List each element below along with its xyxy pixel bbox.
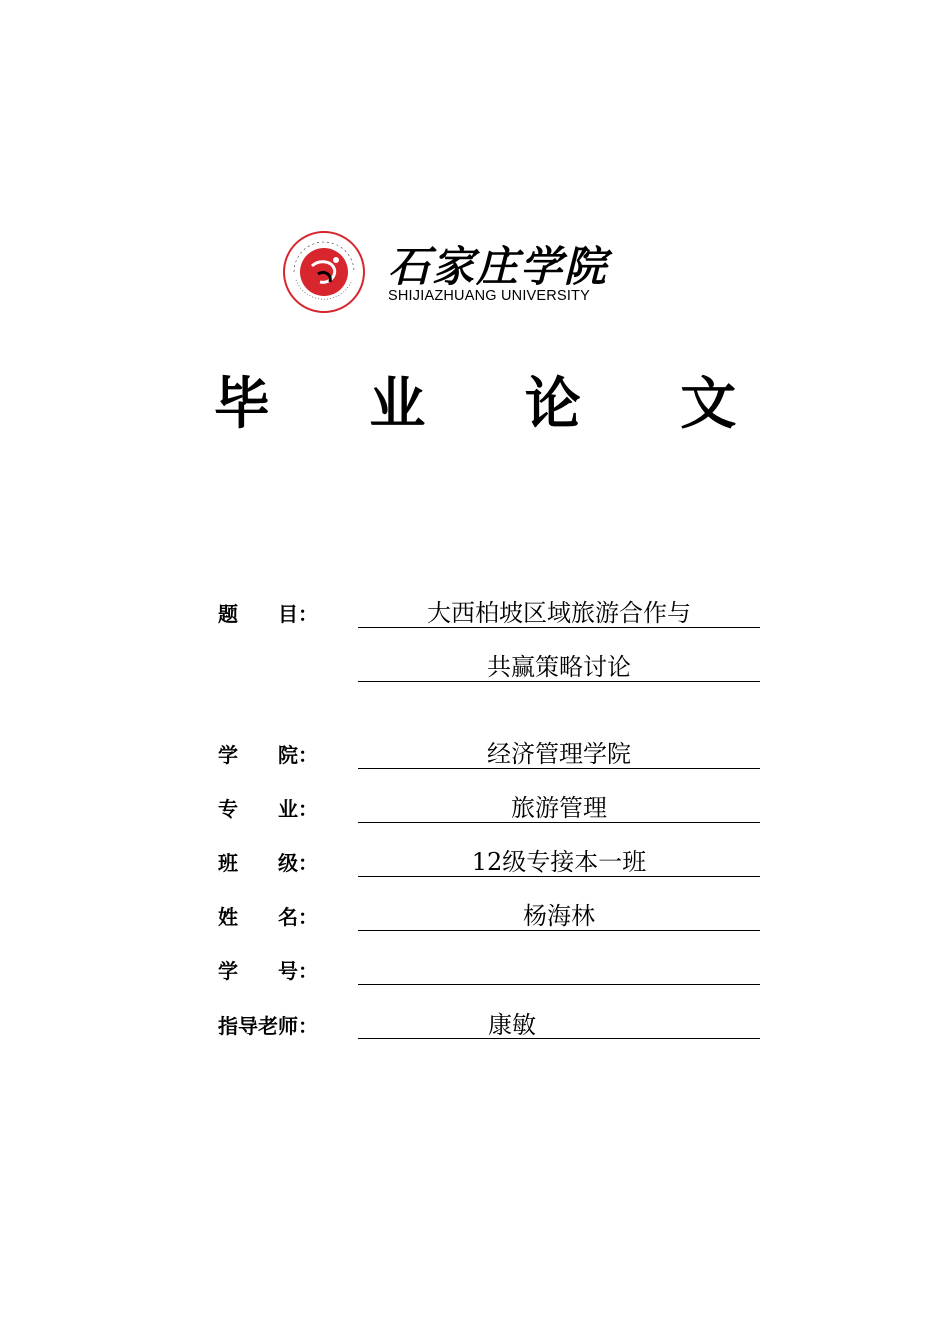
class-underline bbox=[358, 876, 760, 877]
college-label: 学 院： bbox=[218, 743, 318, 767]
name-underline bbox=[358, 930, 760, 931]
topic-underline-1 bbox=[358, 627, 760, 628]
advisor-label: 指导老师： bbox=[218, 1014, 318, 1038]
student-id-label: 学 号： bbox=[218, 959, 318, 983]
topic-underline-2 bbox=[358, 681, 760, 682]
topic-value-line1: 大西柏坡区域旅游合作与 bbox=[427, 599, 691, 627]
advisor-value: 康敏 bbox=[488, 1011, 536, 1039]
student-id-underline bbox=[358, 984, 760, 985]
class-label: 班 级： bbox=[218, 851, 318, 875]
college-value: 经济管理学院 bbox=[487, 740, 631, 768]
major-underline bbox=[358, 822, 760, 823]
document-title: 毕 业 论 文 bbox=[213, 372, 777, 437]
topic-label: 题 目： bbox=[218, 602, 318, 626]
college-underline bbox=[358, 768, 760, 769]
university-logo bbox=[282, 228, 627, 312]
advisor-underline bbox=[358, 1038, 760, 1039]
university-seal-icon bbox=[282, 230, 366, 314]
class-value: 12级专接本一班 bbox=[471, 848, 647, 876]
name-label: 姓 名： bbox=[218, 905, 318, 929]
name-value: 杨海林 bbox=[523, 902, 595, 930]
university-name-cn: 石家庄学院 bbox=[388, 242, 609, 291]
major-label: 专 业： bbox=[218, 797, 318, 821]
topic-value-line2: 共赢策略讨论 bbox=[487, 653, 631, 681]
university-name-en: SHIJIAZHUANG UNIVERSITY bbox=[388, 288, 590, 304]
major-value: 旅游管理 bbox=[511, 794, 607, 822]
